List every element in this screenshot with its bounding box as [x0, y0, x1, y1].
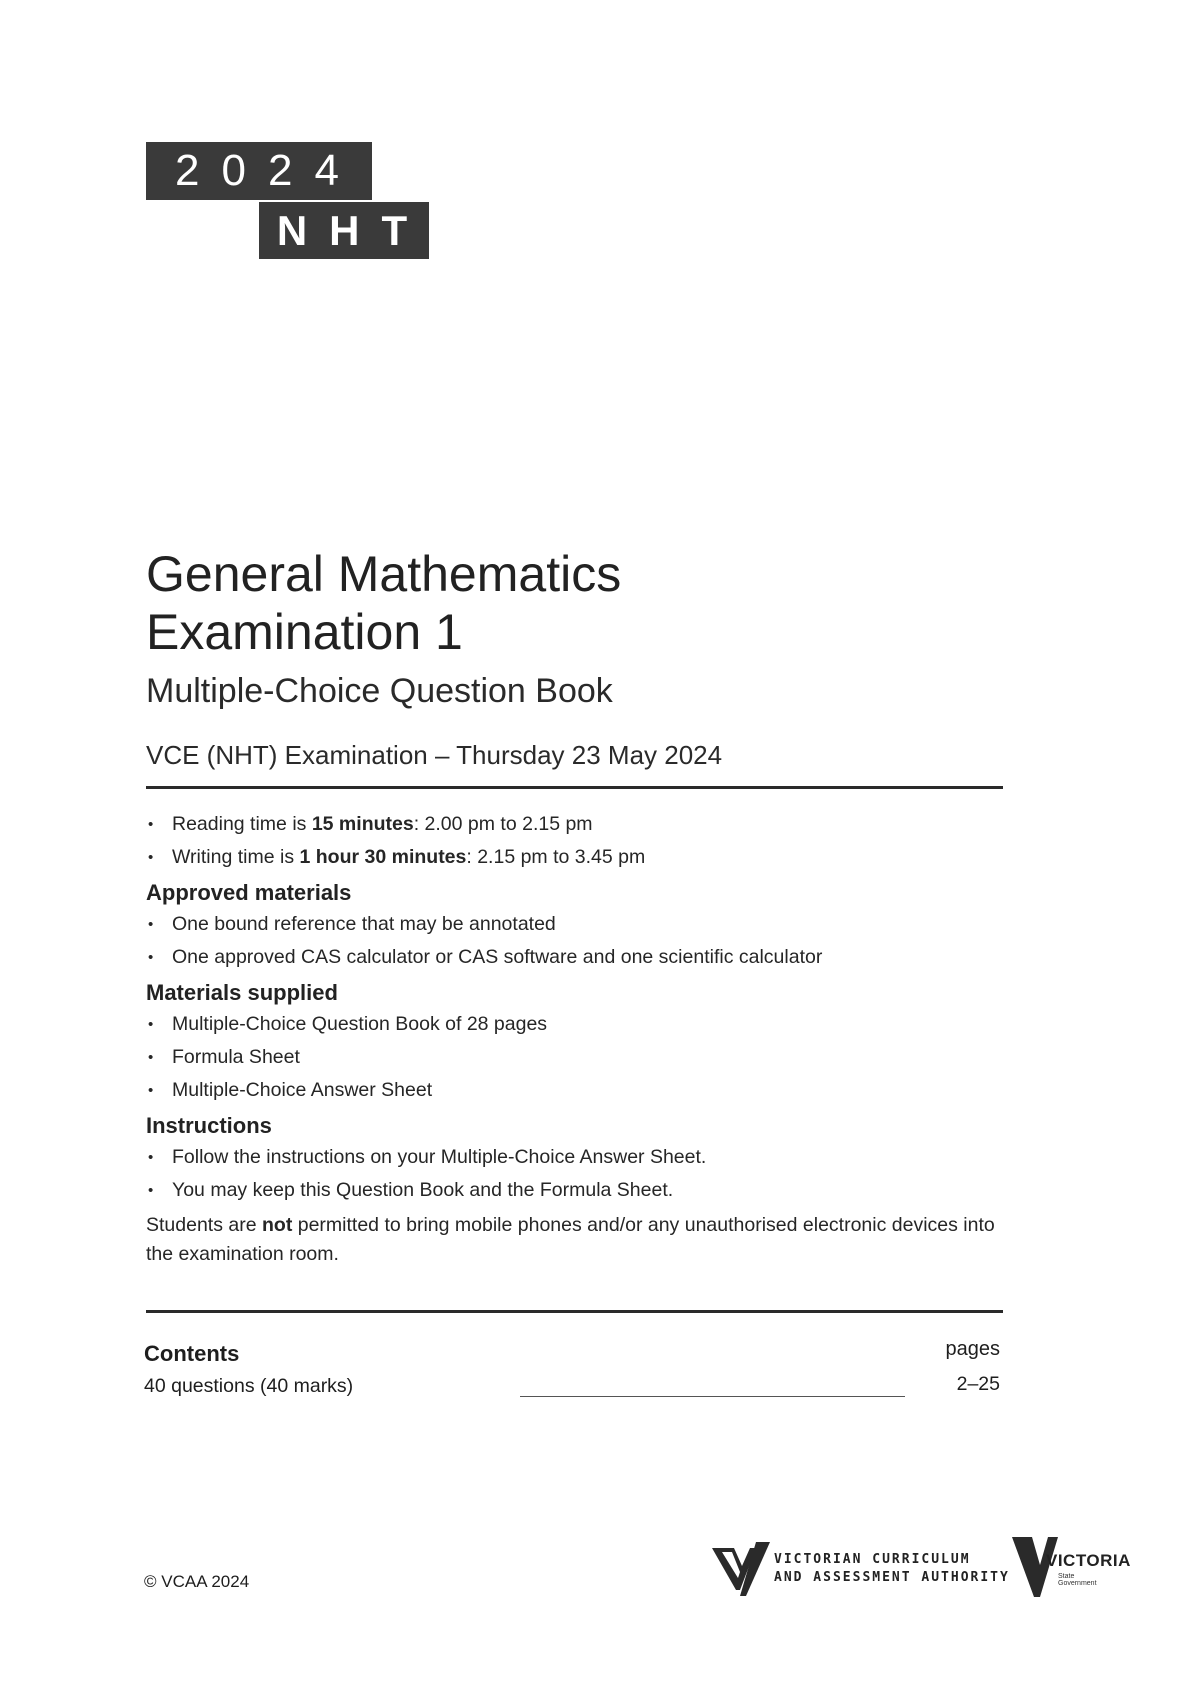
- list-item: • You may keep this Question Book and the Formula Sheet.: [146, 1174, 1003, 1207]
- vcaa-logo: [712, 1540, 1010, 1600]
- device-notice-suffix: permitted to bring mobile phones and/or any unauthorised electronic devices into the examination room.: [146, 1214, 995, 1265]
- exam-details: [146, 808, 1003, 1269]
- contents-row-label: 40 questions (40 marks): [144, 1375, 354, 1397]
- approved-materials-list: [146, 908, 1003, 974]
- vcaa-name-line-1: VICTORIAN CURRICULUM: [774, 1552, 971, 1567]
- pages-column-label: pages: [945, 1338, 1000, 1360]
- list-item: • Follow the instructions on your Multiple-Choice Answer Sheet.: [146, 1141, 1003, 1174]
- exam-number: Examination 1: [146, 604, 463, 660]
- list-item: • One bound reference that may be annotated: [146, 908, 1003, 941]
- exam-title: General Mathematics: [146, 546, 622, 602]
- materials-supplied-heading: Materials supplied: [146, 980, 338, 1005]
- device-notice: [146, 1211, 1003, 1269]
- device-notice-emphasis: not: [262, 1214, 293, 1236]
- bottom-divider: [146, 1310, 1003, 1313]
- contents-row-pages: 2–25: [956, 1373, 1000, 1395]
- vcaa-name-line-2: AND ASSESSMENT AUTHORITY: [774, 1570, 1010, 1585]
- list-item: • One approved CAS calculator or CAS software and one scientific calculator: [146, 941, 1003, 974]
- state-government-label: State Government: [1058, 1573, 1097, 1587]
- reading-time-prefix: Reading time is: [172, 813, 312, 835]
- year-badge: 2024: [146, 142, 372, 200]
- reading-time-range: : 2.00 pm to 2.15 pm: [413, 813, 593, 835]
- book-subtitle: Multiple-Choice Question Book: [146, 672, 613, 710]
- list-item: • Multiple-Choice Answer Sheet: [146, 1074, 1003, 1107]
- writing-time-range: : 2.15 pm to 3.45 pm: [466, 846, 646, 868]
- contents-leader-line: [520, 1396, 905, 1397]
- materials-supplied-list: [146, 1008, 1003, 1107]
- copyright-notice: © VCAA 2024: [144, 1572, 250, 1591]
- instructions-list: [146, 1141, 1003, 1207]
- victoria-government-logo: [1012, 1537, 1131, 1599]
- session-badge: NHT: [259, 202, 429, 259]
- vcaa-mark-icon: [712, 1540, 772, 1598]
- approved-materials-heading: Approved materials: [146, 880, 352, 905]
- top-divider: [146, 786, 1003, 789]
- instructions-heading: Instructions: [146, 1113, 272, 1138]
- writing-time-duration: 1 hour 30 minutes: [299, 846, 467, 868]
- contents-heading: Contents: [144, 1341, 240, 1366]
- exam-date: VCE (NHT) Examination – Thursday 23 May 2024: [146, 740, 723, 770]
- writing-time: [146, 841, 1003, 874]
- reading-time-duration: 15 minutes: [311, 813, 414, 835]
- list-item: • Formula Sheet: [146, 1041, 1003, 1074]
- time-list: [146, 808, 1003, 874]
- reading-time: [146, 808, 1003, 841]
- device-notice-prefix: Students are: [146, 1214, 262, 1236]
- list-item: • Multiple-Choice Question Book of 28 pages: [146, 1008, 1003, 1041]
- writing-time-prefix: Writing time is: [172, 846, 300, 868]
- victoria-wordmark: VICTORIA: [1046, 1551, 1131, 1570]
